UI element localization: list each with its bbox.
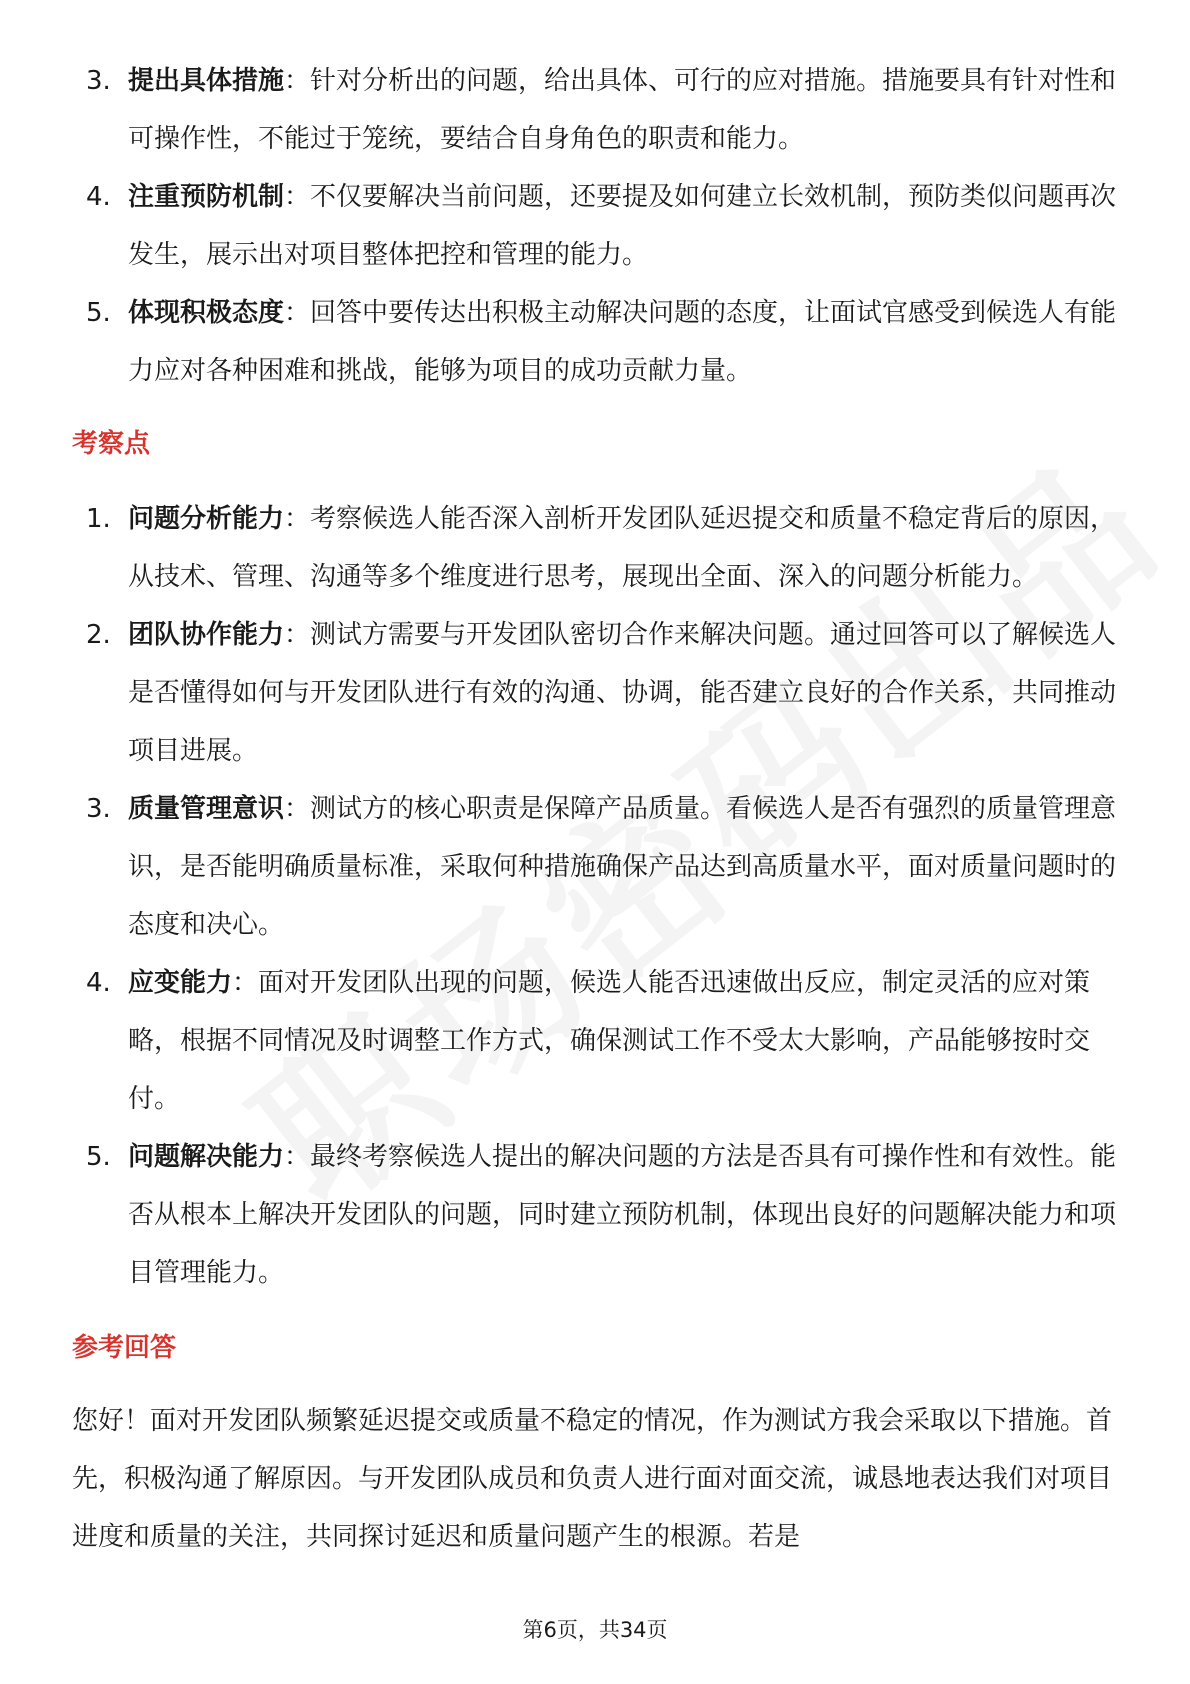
list-item [72,168,1118,284]
list-text: ：测试方需要与开发团队密切合作来解决问题。通过回答可以了解候选人是否懂得如何与开发团队进行有效的沟通、协调，能否建立良好的合作关系，共同推动项目进展。 [128,620,1117,766]
answer-paragraph: 您好！面对开发团队频繁延迟提交或质量不稳定的情况，作为测试方我会采取以下措施。首先，积极沟通了解原因。与开发团队成员和负责人进行面对面交流，诚恳地表达我们对项目进度和质量的关注，共同探讨延迟和质量问题产生的根源。若是 [72,1406,1113,1552]
list-number: 4. [86,182,111,212]
list-term: 质量管理意识 [128,794,285,824]
continued-list [72,52,1118,400]
list-number: 3. [86,794,111,824]
list-number: 5. [86,1142,111,1172]
list-text: ：面对开发团队出现的问题，候选人能否迅速做出反应，制定灵活的应对策略，根据不同情况及时调整工作方式，确保测试工作不受太大影响，产品能够按时交付。 [128,968,1091,1114]
list-number: 1. [86,504,111,534]
section-title-answer: 参考回答 [72,1333,177,1363]
list-number: 5. [86,298,111,328]
list-term: 问题分析能力 [128,504,285,534]
list-text: ：测试方的核心职责是保障产品质量。看候选人是否有强烈的质量管理意识，是否能明确质量标准，采取何种措施确保产品达到高质量水平，面对质量问题时的态度和决心。 [128,794,1117,940]
list-item [72,954,1118,1128]
list-text: ：考察候选人能否深入剖析开发团队延迟提交和质量不稳定背后的原因，从技术、管理、沟通等多个维度进行思考，展现出全面、深入的问题分析能力。 [128,504,1117,592]
section-title-examine: 考察点 [72,429,151,459]
list-text: ：回答中要传达出积极主动解决问题的态度，让面试官感受到候选人有能力应对各种困难和挑战，能够为项目的成功贡献力量。 [128,298,1117,386]
list-item [72,490,1118,606]
list-text: ：不仅要解决当前问题，还要提及如何建立长效机制，预防类似问题再次发生，展示出对项目整体把控和管理的能力。 [128,182,1117,270]
list-item [72,780,1118,954]
list-item [72,1128,1118,1302]
list-number: 3. [86,66,111,96]
list-number: 2. [86,620,111,650]
list-item [72,52,1118,168]
list-item [72,284,1118,400]
list-term: 团队协作能力 [128,620,285,650]
examine-list [72,490,1118,1302]
list-number: 4. [86,968,111,998]
list-term: 应变能力 [128,968,233,998]
list-text: ：针对分析出的问题，给出具体、可行的应对措施。措施要具有针对性和可操作性，不能过于笼统，要结合自身角色的职责和能力。 [128,66,1117,154]
page-footer: 第6页，共34页 [522,1618,668,1642]
list-term: 注重预防机制 [128,182,285,212]
page-content [72,52,1118,1566]
list-text: ：最终考察候选人提出的解决问题的方法是否具有可操作性和有效性。能否从根本上解决开发团队的问题，同时建立预防机制，体现出良好的问题解决能力和项目管理能力。 [128,1142,1117,1288]
list-term: 问题解决能力 [128,1142,285,1172]
list-item [72,606,1118,780]
list-term: 提出具体措施 [128,66,285,96]
list-term: 体现积极态度 [128,298,285,328]
